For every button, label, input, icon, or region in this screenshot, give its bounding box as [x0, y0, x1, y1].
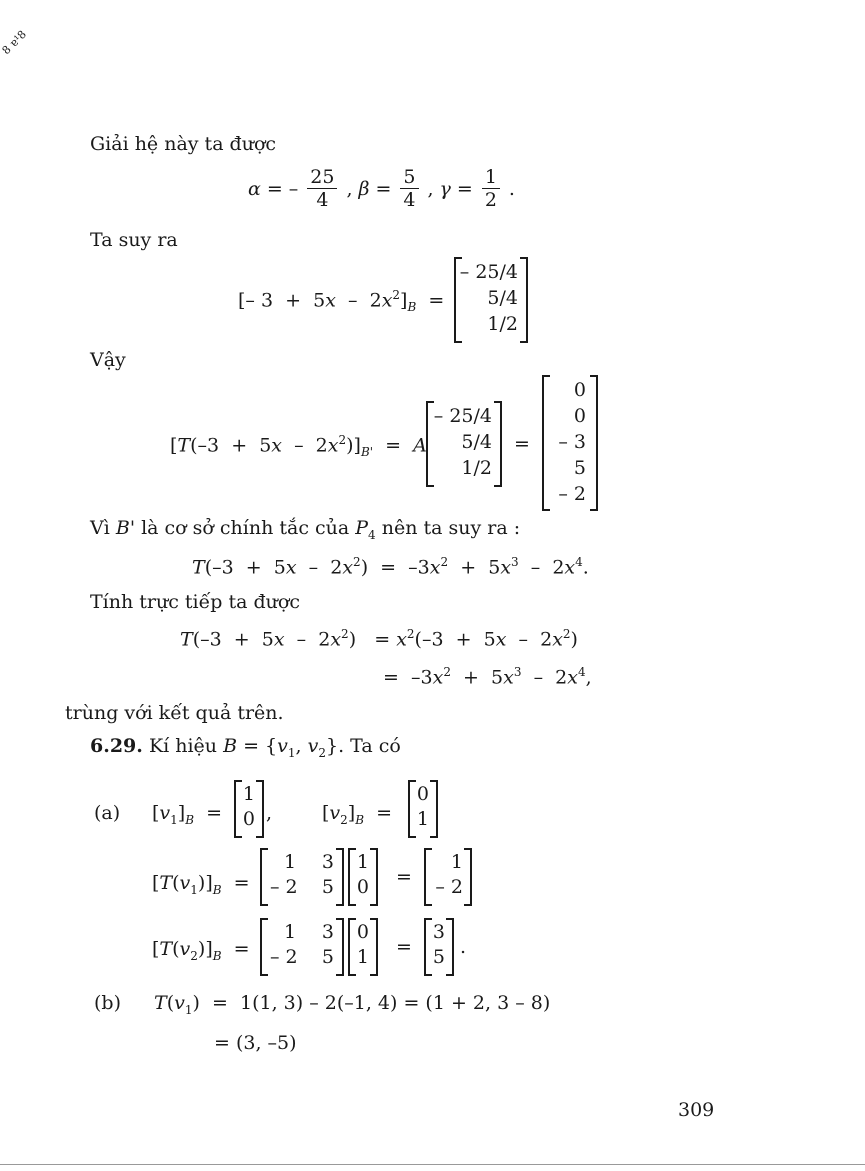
gamma-fraction: $\frac{1}{2}$: [482, 166, 500, 211]
period: .: [460, 936, 467, 958]
bottom-border: [0, 1164, 865, 1165]
v1-matrix: 1 0: [236, 782, 262, 836]
page-number: 309: [678, 1099, 715, 1121]
text-line-9: Tính trực tiếp ta được: [90, 591, 300, 613]
problem-629-heading: 6.29. Kí hiệu $B = \{v_1$, $v_2$}. Ta có: [90, 735, 401, 760]
alpha-fraction: $\frac{25}{4}$: [307, 166, 337, 211]
comma: ,: [266, 802, 273, 824]
A-matrix-2: 1 3 – 2 5: [262, 920, 342, 974]
v1-matrix-2: 1 0: [350, 850, 376, 904]
coord-vector-matrix: – 25/4 5/4 1/2: [456, 259, 526, 341]
text-line-5: Vậy: [90, 349, 126, 371]
v2-matrix: 0 1: [410, 782, 436, 836]
equation-line-11: = $-3x^2 + 5x^3 - 2x^4$,: [383, 665, 592, 689]
equation-line-8: $T(-3 + 5x - 2x^2) = -3x^2 + 5x^3 - 2x^4$.: [192, 555, 589, 579]
part-b-line-2: = (3, –5): [214, 1032, 297, 1054]
text-line-7: Vì B' là cơ sở chính tắc của $P_4$ nên ta suy ra :: [90, 517, 521, 542]
part-a-label: (a): [94, 802, 121, 824]
text-line-12: trùng với kết quả trên.: [65, 702, 284, 724]
transform-equation: $[T(-3 + 5x - 2x^2)]_{B'} = A$: [170, 433, 427, 460]
equals-sign-3: =: [396, 936, 412, 958]
Tv1-result-matrix: 1 – 2: [426, 850, 470, 904]
equals-sign-2: =: [396, 866, 412, 888]
A-matrix-1: 1 3 – 2 5: [262, 850, 342, 904]
v2-coord-label: $[v_2]_B$ =: [322, 802, 393, 827]
solution-line: α = – $\frac{25}{4}$ , β = $\frac{5}{4}$ , γ = $\frac{1}{2}$ .: [248, 166, 515, 211]
Tv2-result-matrix: 3 5: [426, 920, 452, 974]
corner-mark: 8 ɐ¹8: [0, 27, 29, 58]
v2-matrix-2: 0 1: [350, 920, 376, 974]
Tv2-coord-label: $[T(v_2)]_B$ =: [152, 938, 250, 963]
text-line-1: Giải hệ này ta được: [90, 133, 277, 155]
coord-equation: [– $3 + 5x - 2x^2]_B$ =: [238, 288, 445, 315]
part-b-label: (b): [94, 992, 121, 1014]
equation-line-10: $T(-3 + 5x - 2x^2) = x^2(-3 + 5x - 2x^2)$: [180, 627, 578, 651]
part-b-line-1: $T(v_1) = 1(1$, 3) – 2(–1, 4) = (1 + 2, 3 – 8): [154, 992, 551, 1017]
Tv1-coord-label: $[T(v_1)]_B$ =: [152, 872, 250, 897]
v1-coord-label: $[v_1]_B$ =: [152, 802, 223, 827]
equals-sign: =: [514, 433, 530, 455]
result-vector-matrix: 0 0 – 3 5 – 2: [544, 377, 596, 509]
beta-fraction: $\frac{5}{4}$: [400, 166, 418, 211]
coord-vector-matrix-2: – 25/4 5/4 1/2: [428, 403, 500, 485]
text-line-3: Ta suy ra: [90, 229, 178, 251]
